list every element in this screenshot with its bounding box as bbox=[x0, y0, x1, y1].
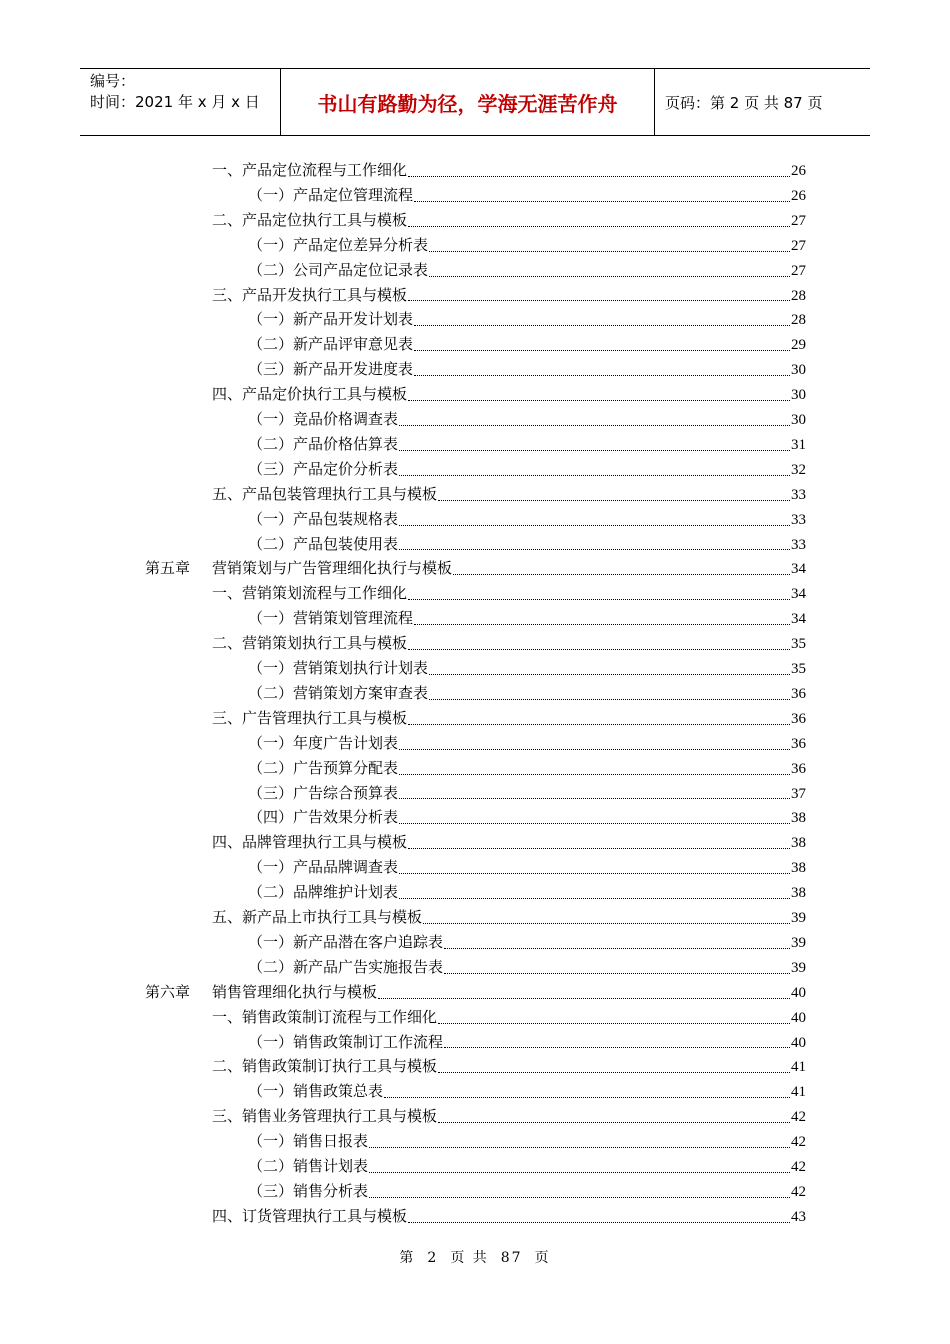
toc-subsection-entry[interactable] bbox=[248, 731, 806, 756]
toc-subsection-entry[interactable] bbox=[248, 233, 806, 258]
toc-entry-title: （一）新产品开发计划表 bbox=[248, 310, 414, 329]
toc-entry-title: 销售管理细化执行与模板 bbox=[212, 982, 378, 1001]
toc-entry-page-number: 41 bbox=[791, 1084, 806, 1101]
toc-entry-page-number: 40 bbox=[791, 984, 806, 1001]
toc-entry-page-number: 26 bbox=[791, 187, 806, 204]
toc-section-entry[interactable] bbox=[212, 283, 806, 308]
toc-dot-leader bbox=[429, 276, 790, 277]
toc-entry-page-number: 39 bbox=[791, 910, 806, 926]
toc-entry-title: （一）产品品牌调查表 bbox=[248, 858, 399, 877]
toc-entry-title: 二、营销策划执行工具与模板 bbox=[212, 634, 408, 653]
toc-dot-leader bbox=[444, 1047, 790, 1048]
toc-entry-title: 三、销售业务管理执行工具与模板 bbox=[212, 1107, 438, 1126]
toc-dot-leader bbox=[369, 1147, 790, 1148]
toc-subsection-entry[interactable] bbox=[248, 432, 806, 457]
toc-entry-page-number: 31 bbox=[791, 436, 806, 453]
toc-entry-title: （二）广告预算分配表 bbox=[248, 758, 399, 777]
toc-entry-title: （一）销售政策制订工作流程 bbox=[248, 1032, 444, 1051]
toc-dot-leader bbox=[438, 500, 790, 501]
toc-subsection-entry[interactable] bbox=[248, 656, 806, 681]
toc-entry-page-number: 43 bbox=[791, 1208, 806, 1225]
toc-subsection-entry[interactable] bbox=[248, 1030, 806, 1055]
toc-section-entry[interactable] bbox=[212, 482, 806, 507]
toc-entry-title: 一、营销策划流程与工作细化 bbox=[212, 584, 408, 603]
toc-dot-leader bbox=[429, 699, 790, 700]
toc-subsection-entry[interactable] bbox=[248, 183, 806, 208]
toc-chapter-entry[interactable] bbox=[145, 980, 806, 1005]
toc-entry-title: 营销策划与广告管理细化执行与模板 bbox=[212, 559, 453, 578]
toc-dot-leader bbox=[414, 325, 790, 326]
toc-section-entry[interactable] bbox=[212, 208, 806, 233]
toc-entry-page-number: 36 bbox=[791, 685, 806, 702]
toc-dot-leader bbox=[399, 798, 790, 799]
footer-label-mid: 页 共 bbox=[450, 1250, 489, 1266]
toc-subsection-entry[interactable] bbox=[248, 880, 806, 905]
toc-entry-title: （三）销售分析表 bbox=[248, 1181, 369, 1200]
footer-total-pages: 87 bbox=[500, 1250, 523, 1266]
toc-entry-page-number: 30 bbox=[791, 412, 806, 428]
toc-dot-leader bbox=[408, 649, 790, 650]
toc-entry-title: （一）竞品价格调查表 bbox=[248, 410, 399, 428]
toc-entry-page-number: 39 bbox=[791, 934, 806, 951]
toc-entry-title: （二）产品包装使用表 bbox=[248, 534, 399, 553]
toc-entry-page-number: 37 bbox=[791, 785, 806, 802]
toc-entry-page-number: 33 bbox=[791, 511, 806, 528]
header-page-info: 页码：第 2 页 共 87 页 bbox=[665, 93, 823, 112]
toc-entry-page-number: 39 bbox=[791, 959, 806, 976]
toc-entry-page-number: 42 bbox=[791, 1159, 806, 1175]
toc-entry-title: 二、产品定位执行工具与模板 bbox=[212, 210, 408, 229]
toc-entry-page-number: 30 bbox=[791, 387, 806, 404]
toc-subsection-entry[interactable] bbox=[248, 805, 806, 830]
toc-entry-page-number: 36 bbox=[791, 735, 806, 752]
toc-entry-title: （一）新产品潜在客户追踪表 bbox=[248, 932, 444, 951]
toc-subsection-entry[interactable] bbox=[248, 457, 806, 482]
toc-entry-title: 四、订货管理执行工具与模板 bbox=[212, 1206, 408, 1225]
toc-entry-page-number: 28 bbox=[791, 312, 806, 329]
toc-entry-page-number: 40 bbox=[791, 1009, 806, 1026]
footer-label-post: 页 bbox=[534, 1250, 551, 1266]
toc-section-entry[interactable] bbox=[212, 382, 806, 407]
toc-subsection-entry[interactable] bbox=[248, 407, 806, 432]
toc-entry-page-number: 33 bbox=[791, 536, 806, 553]
toc-dot-leader bbox=[408, 724, 790, 725]
toc-dot-leader bbox=[414, 201, 790, 202]
toc-dot-leader bbox=[408, 176, 790, 177]
toc-dot-leader bbox=[399, 823, 790, 824]
toc-entry-title: （三）新产品开发进度表 bbox=[248, 360, 414, 379]
toc-subsection-entry[interactable] bbox=[248, 955, 806, 980]
toc-dot-leader bbox=[408, 599, 790, 600]
toc-dot-leader bbox=[408, 226, 790, 227]
toc-subsection-entry[interactable] bbox=[248, 307, 806, 332]
header-motto: 书山有路勤为径，学海无涯苦作舟 bbox=[281, 69, 655, 135]
toc-entry-page-number: 42 bbox=[791, 1134, 806, 1151]
toc-subsection-entry[interactable] bbox=[248, 258, 806, 283]
toc-subsection-entry[interactable] bbox=[248, 855, 806, 880]
toc-entry-title: （四）广告效果分析表 bbox=[248, 808, 399, 827]
toc-dot-leader bbox=[399, 749, 790, 750]
toc-section-entry[interactable] bbox=[212, 158, 806, 183]
toc-dot-leader bbox=[414, 350, 790, 351]
toc-subsection-entry[interactable] bbox=[248, 1154, 806, 1179]
toc-subsection-entry[interactable] bbox=[248, 1079, 806, 1104]
toc-entry-page-number: 34 bbox=[791, 561, 806, 578]
toc-dot-leader bbox=[408, 1222, 790, 1223]
footer-current-page: 2 bbox=[427, 1250, 439, 1266]
toc-entry-title: （一）销售日报表 bbox=[248, 1132, 369, 1151]
toc-dot-leader bbox=[438, 1023, 790, 1024]
toc-entry-title: 五、新产品上市执行工具与模板 bbox=[212, 908, 423, 926]
toc-subsection-entry[interactable] bbox=[248, 507, 806, 532]
toc-entry-title: （二）产品价格估算表 bbox=[248, 434, 399, 453]
toc-chapter-number: 第五章 bbox=[145, 559, 191, 578]
toc-entry-title: （二）公司产品定位记录表 bbox=[248, 260, 429, 279]
toc-entry-title: 二、销售政策制订执行工具与模板 bbox=[212, 1057, 438, 1076]
toc-entry-page-number: 30 bbox=[791, 362, 806, 379]
toc-entry-title: （三）产品定价分析表 bbox=[248, 459, 399, 478]
toc-dot-leader bbox=[408, 300, 790, 301]
toc-section-entry[interactable] bbox=[212, 1005, 806, 1030]
toc-entry-title: （一）产品包装规格表 bbox=[248, 509, 399, 528]
toc-dot-leader bbox=[438, 1122, 790, 1123]
toc-subsection-entry[interactable] bbox=[248, 332, 806, 357]
toc-entry-title: （一）年度广告计划表 bbox=[248, 733, 399, 752]
toc-entry-page-number: 32 bbox=[791, 461, 806, 478]
toc-subsection-entry[interactable] bbox=[248, 756, 806, 781]
toc-dot-leader bbox=[408, 848, 790, 849]
toc-entry-title: 一、销售政策制订流程与工作细化 bbox=[212, 1007, 438, 1026]
toc-chapter-entry[interactable] bbox=[145, 556, 806, 581]
toc-entry-title: （三）广告综合预算表 bbox=[248, 783, 399, 802]
toc-entry-page-number: 33 bbox=[791, 486, 806, 503]
toc-entry-title: （二）新产品评审意见表 bbox=[248, 335, 414, 354]
toc-entry-page-number: 38 bbox=[791, 860, 806, 877]
toc-section-entry[interactable] bbox=[212, 1054, 806, 1079]
toc-entry-title: 三、产品开发执行工具与模板 bbox=[212, 285, 408, 304]
toc-entry-title: （二）品牌维护计划表 bbox=[248, 883, 399, 902]
toc-dot-leader bbox=[399, 549, 790, 550]
toc-section-entry[interactable] bbox=[212, 581, 806, 606]
toc-entry-page-number: 27 bbox=[791, 262, 806, 279]
toc-entry-page-number: 26 bbox=[791, 163, 806, 179]
toc-entry-page-number: 42 bbox=[791, 1109, 806, 1126]
toc-dot-leader bbox=[399, 898, 790, 899]
toc-subsection-entry[interactable] bbox=[248, 681, 806, 706]
toc-subsection-entry[interactable] bbox=[248, 1129, 806, 1154]
toc-dot-leader bbox=[399, 774, 790, 775]
toc-entry-page-number: 29 bbox=[791, 337, 806, 354]
toc-dot-leader bbox=[438, 1072, 790, 1073]
toc-entry-page-number: 38 bbox=[791, 885, 806, 902]
toc-section-entry[interactable] bbox=[212, 830, 806, 855]
toc-entry-title: （一）产品定位管理流程 bbox=[248, 185, 414, 204]
toc-subsection-entry[interactable] bbox=[248, 1179, 806, 1204]
header-meta bbox=[80, 69, 281, 135]
toc-dot-leader bbox=[429, 251, 790, 252]
toc-subsection-entry[interactable] bbox=[248, 532, 806, 557]
toc-section-entry[interactable] bbox=[212, 1204, 806, 1229]
toc-entry-page-number: 34 bbox=[791, 586, 806, 603]
toc-entry-page-number: 38 bbox=[791, 835, 806, 852]
toc-entry-page-number: 36 bbox=[791, 760, 806, 777]
toc-entry-page-number: 36 bbox=[791, 710, 806, 727]
toc-entry-title: 四、产品定价执行工具与模板 bbox=[212, 385, 408, 404]
toc-entry-title: （二）销售计划表 bbox=[248, 1157, 369, 1175]
page-footer bbox=[0, 1247, 950, 1267]
toc-dot-leader bbox=[414, 624, 790, 625]
toc-entry-page-number: 28 bbox=[791, 287, 806, 304]
toc-dot-leader bbox=[369, 1172, 790, 1173]
toc-dot-leader bbox=[399, 873, 790, 874]
toc-entry-title: （一）销售政策总表 bbox=[248, 1082, 384, 1101]
toc-subsection-entry[interactable] bbox=[248, 930, 806, 955]
toc-entry-title: （二）新产品广告实施报告表 bbox=[248, 957, 444, 976]
toc-subsection-entry[interactable] bbox=[248, 606, 806, 631]
toc-dot-leader bbox=[444, 973, 790, 974]
footer-label-pre: 第 bbox=[399, 1250, 416, 1266]
toc-subsection-entry[interactable] bbox=[248, 357, 806, 382]
toc-entry-title: （一）营销策划管理流程 bbox=[248, 609, 414, 628]
toc-dot-leader bbox=[408, 400, 790, 401]
toc-dot-leader bbox=[378, 998, 790, 999]
toc-section-entry[interactable] bbox=[212, 905, 806, 930]
document-time: 时间：2021 年 x 月 x 日 bbox=[90, 93, 260, 111]
toc-entry-page-number: 34 bbox=[791, 611, 806, 628]
toc-entry-title: 四、品牌管理执行工具与模板 bbox=[212, 833, 408, 852]
toc-entry-title: 一、产品定位流程与工作细化 bbox=[212, 161, 408, 179]
toc-dot-leader bbox=[399, 425, 790, 426]
toc-dot-leader bbox=[384, 1097, 790, 1098]
page-header bbox=[80, 68, 870, 136]
toc-dot-leader bbox=[399, 450, 790, 451]
toc-section-entry[interactable] bbox=[212, 1104, 806, 1129]
toc-dot-leader bbox=[423, 923, 790, 924]
toc-entry-title: （二）营销策划方案审查表 bbox=[248, 683, 429, 702]
toc-entry-page-number: 27 bbox=[791, 212, 806, 229]
toc-entry-page-number: 40 bbox=[791, 1034, 806, 1051]
toc-entry-page-number: 35 bbox=[791, 636, 806, 653]
toc-dot-leader bbox=[369, 1197, 790, 1198]
toc-dot-leader bbox=[399, 525, 790, 526]
toc-entry-title: 五、产品包装管理执行工具与模板 bbox=[212, 484, 438, 503]
toc-dot-leader bbox=[399, 475, 790, 476]
toc-entry-page-number: 38 bbox=[791, 810, 806, 827]
toc-entry-page-number: 27 bbox=[791, 237, 806, 254]
toc-dot-leader bbox=[444, 948, 790, 949]
toc-entry-page-number: 35 bbox=[791, 661, 806, 677]
toc-entry-page-number: 41 bbox=[791, 1059, 806, 1076]
toc-dot-leader bbox=[429, 674, 790, 675]
document-number-label: 编号： bbox=[90, 72, 136, 90]
toc-entry-title: （一）产品定位差异分析表 bbox=[248, 235, 429, 254]
toc-section-entry[interactable] bbox=[212, 631, 806, 656]
toc-dot-leader bbox=[453, 574, 790, 575]
toc-entry-page-number: 42 bbox=[791, 1183, 806, 1200]
toc-subsection-entry[interactable] bbox=[248, 781, 806, 806]
toc-chapter-number: 第六章 bbox=[145, 982, 191, 1001]
toc-entry-title: 三、广告管理执行工具与模板 bbox=[212, 708, 408, 727]
toc-entry-title: （一）营销策划执行计划表 bbox=[248, 659, 429, 677]
toc-dot-leader bbox=[414, 375, 790, 376]
toc-section-entry[interactable] bbox=[212, 706, 806, 731]
